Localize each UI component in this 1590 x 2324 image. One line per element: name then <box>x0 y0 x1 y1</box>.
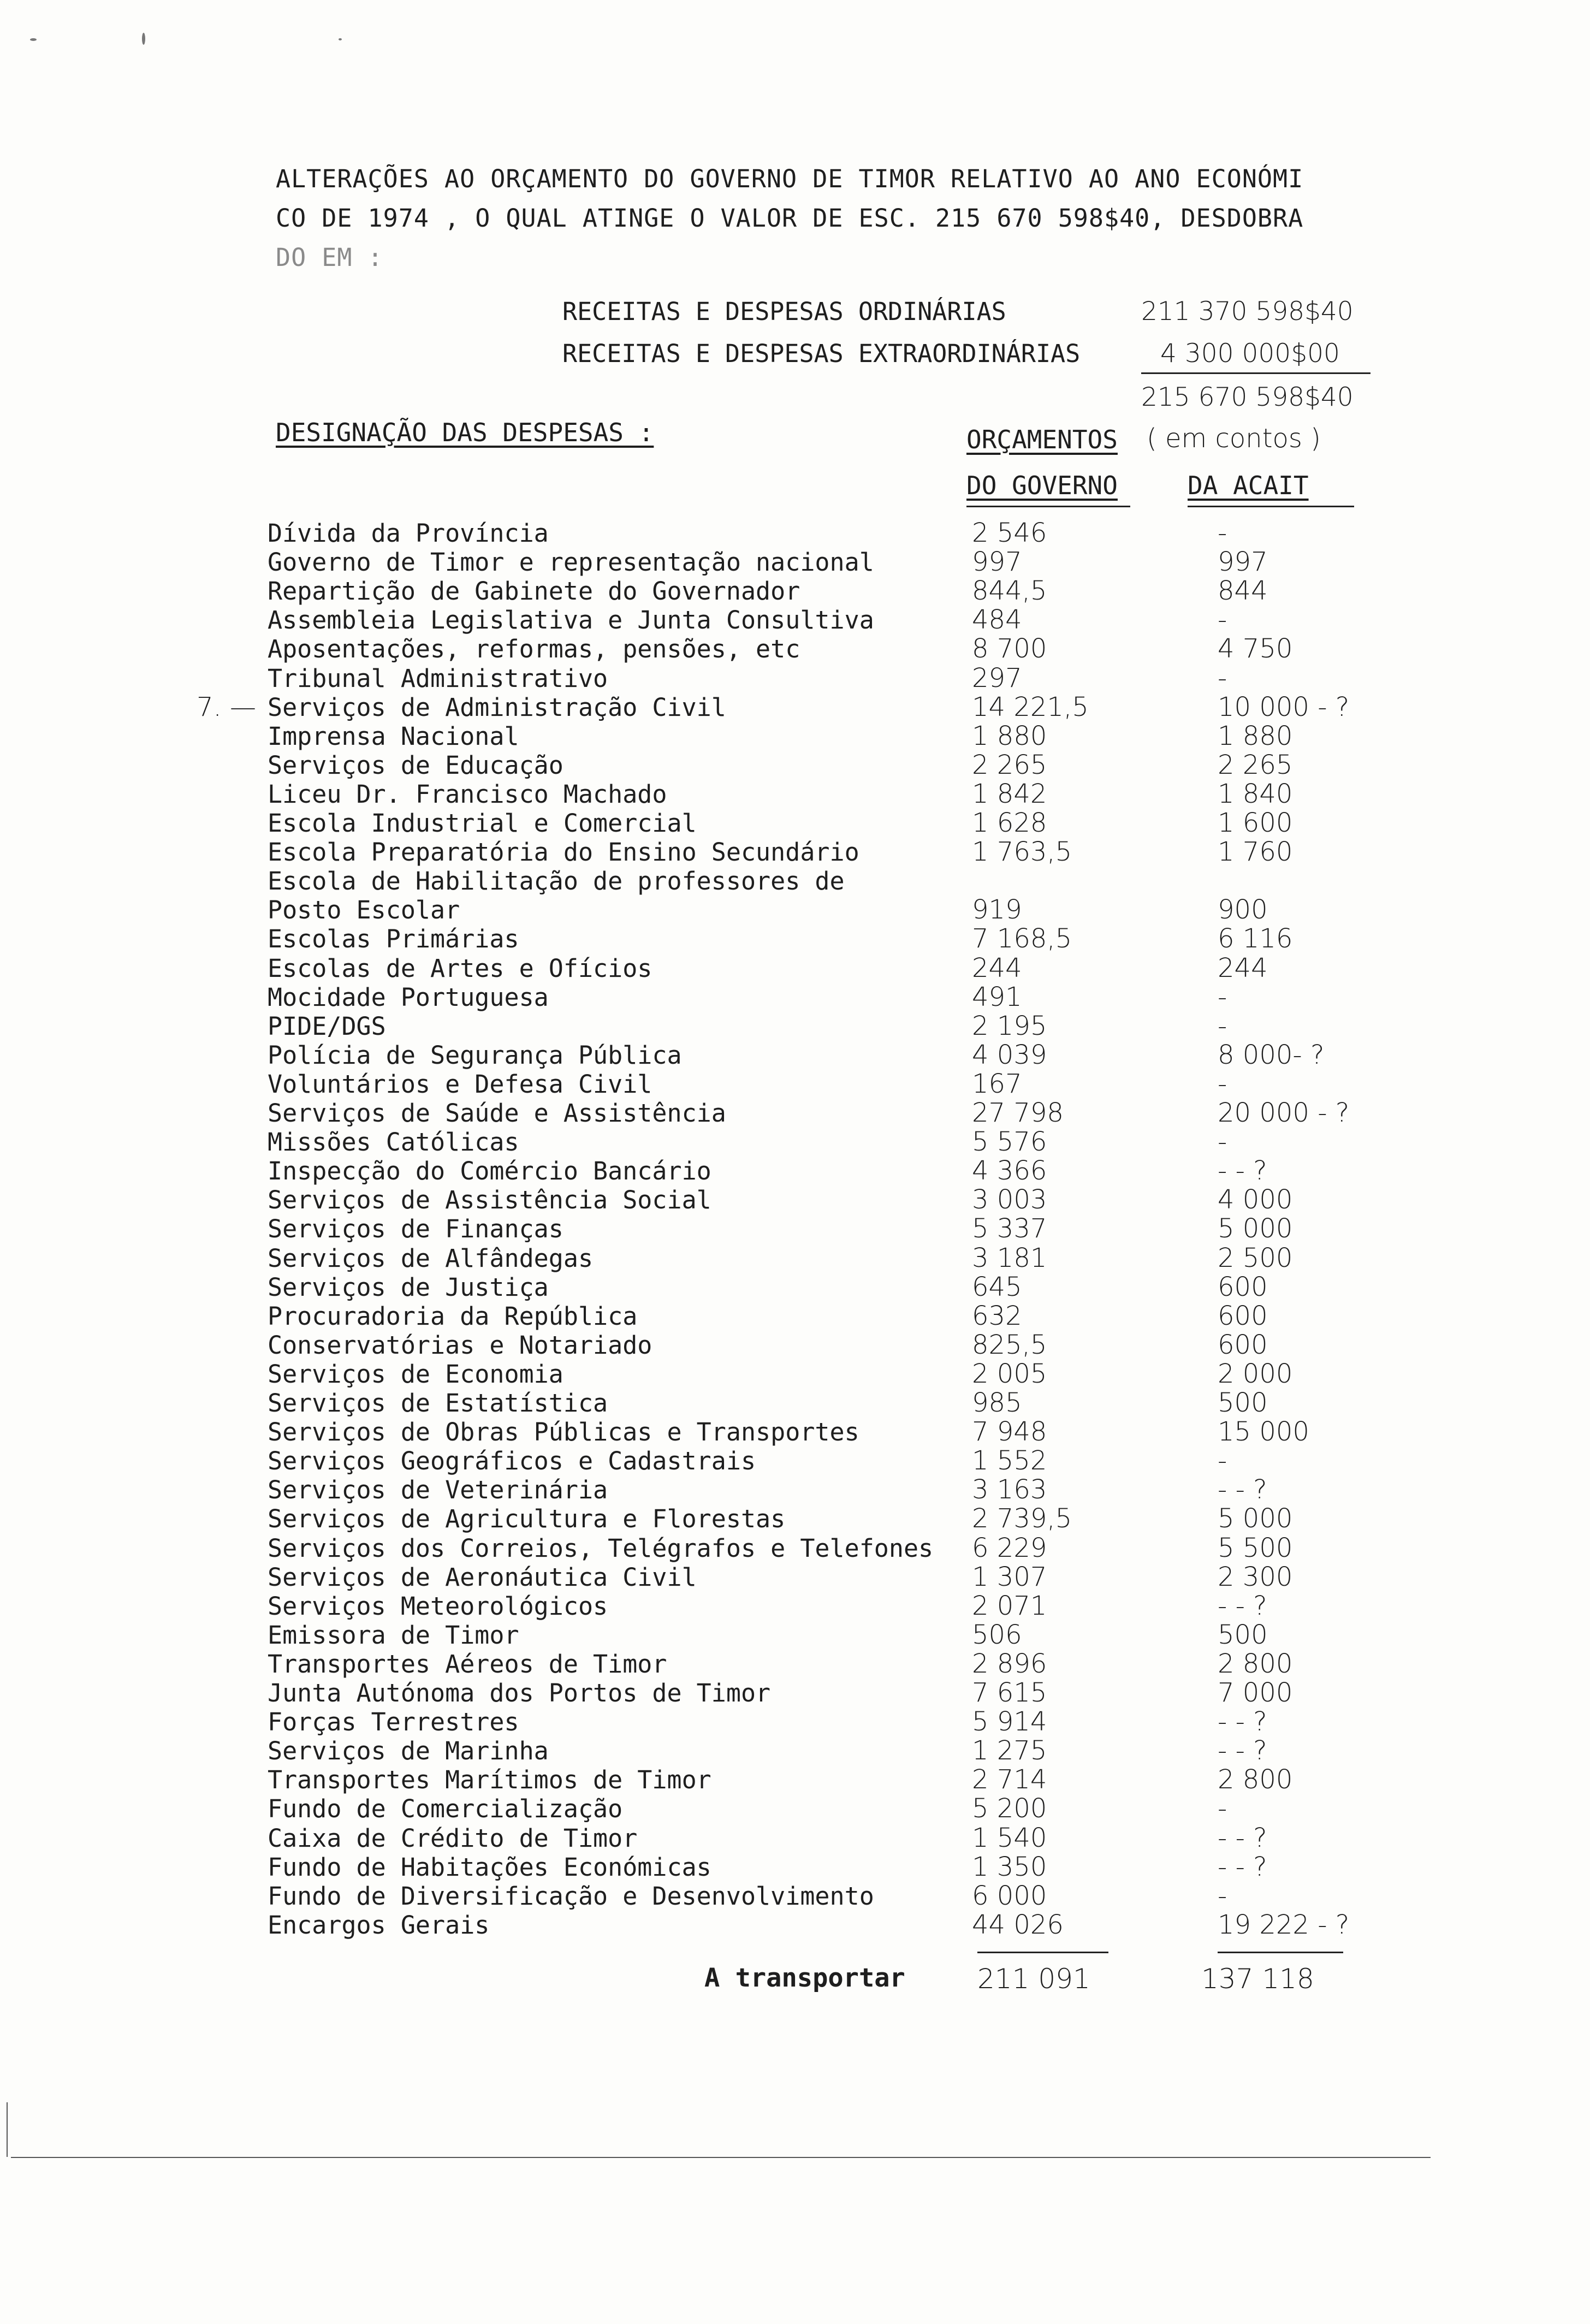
expense-label: Dívida da Província <box>268 519 549 548</box>
gov-budget-value: 1 763,5 <box>972 837 1072 868</box>
expense-label: Emissora de Timor <box>268 1620 519 1650</box>
acait-budget-value: - <box>1218 1880 1227 1911</box>
expense-label: Serviços de Obras Públicas e Transportes <box>268 1418 859 1447</box>
gov-budget-value: 1 540 <box>972 1822 1047 1853</box>
acait-budget-value: 1 880 <box>1218 720 1293 751</box>
table-row <box>0 1302 1590 1331</box>
expense-label: Missões Católicas <box>268 1128 519 1157</box>
scan-left-edge <box>7 2102 8 2157</box>
gov-budget-value: 5 914 <box>972 1706 1047 1738</box>
table-row <box>0 1360 1590 1389</box>
expense-label: Serviços dos Correios, Telégrafos e Telefones <box>268 1533 934 1563</box>
gov-budget-value: 2 005 <box>972 1358 1047 1389</box>
table-row <box>0 1882 1590 1911</box>
table-row <box>0 1128 1590 1157</box>
units-heading: ( em contos ) <box>1147 423 1321 454</box>
summary-extraordinary-value: 4 300 000$00 <box>1160 339 1340 369</box>
acait-budget-value: - - ? <box>1218 1822 1267 1853</box>
scan-bottom-edge <box>11 2157 1431 2158</box>
expense-label: Serviços de Finanças <box>268 1214 563 1244</box>
table-row <box>0 1070 1590 1099</box>
gov-budget-value: 6 000 <box>972 1880 1047 1911</box>
expense-label: Serviços de Alfândegas <box>268 1243 594 1273</box>
acait-budget-value: 8 000- ? <box>1218 1039 1325 1070</box>
gov-budget-value: 844,5 <box>972 576 1047 607</box>
table-row <box>0 896 1590 924</box>
expense-label: Junta Autónoma dos Portos de Timor <box>268 1679 771 1708</box>
summary-extraordinary-label: RECEITAS E DESPESAS EXTRAORDINÁRIAS <box>562 339 1081 368</box>
acait-budget-value: - - ? <box>1218 1155 1267 1187</box>
expense-label: Serviços de Aeronáutica Civil <box>268 1562 697 1592</box>
acait-budget-value: 5 000 <box>1218 1503 1293 1534</box>
gov-budget-value: 14 221,5 <box>972 691 1089 722</box>
expense-label: Serviços de Administração Civil <box>268 692 726 722</box>
expense-label: Liceu Dr. Francisco Machado <box>268 779 667 809</box>
carry-forward-acait-total: 137 118 <box>1201 1963 1314 1995</box>
expense-label: Assembleia Legislativa e Junta Consultiva <box>268 606 874 635</box>
acait-budget-value: - - ? <box>1218 1474 1267 1505</box>
expense-label: Caixa de Crédito de Timor <box>268 1823 638 1853</box>
acait-budget-value: 900 <box>1218 894 1268 926</box>
gov-budget-value: 491 <box>972 981 1022 1012</box>
expense-label: Serviços de Assistência Social <box>268 1185 711 1215</box>
expense-label: Fundo de Comercialização <box>268 1794 623 1824</box>
acait-budget-value: 1 600 <box>1218 808 1293 838</box>
expense-label: Mocidade Portuguesa <box>268 982 549 1012</box>
expense-label: Imprensa Nacional <box>268 721 519 751</box>
gov-budget-value: 632 <box>972 1300 1022 1331</box>
gov-budget-value: 985 <box>972 1388 1022 1418</box>
table-row <box>0 1592 1590 1621</box>
acait-budget-value: - <box>1218 1793 1227 1824</box>
table-row <box>0 1794 1590 1823</box>
acait-budget-value: 500 <box>1218 1388 1268 1418</box>
table-row <box>0 983 1590 1012</box>
budgets-heading: ORÇAMENTOS <box>966 425 1118 454</box>
acait-budget-value: 2 500 <box>1218 1242 1293 1273</box>
expense-label: PIDE/DGS <box>268 1011 386 1041</box>
acait-budget-value: - <box>1218 662 1227 693</box>
intro-line-3: DO EM : <box>276 243 383 272</box>
header-rule-gov <box>966 506 1130 507</box>
table-row <box>0 1273 1590 1302</box>
expense-label: Escolas de Artes e Ofícios <box>268 953 652 983</box>
gov-budget-value: 1 628 <box>972 808 1047 838</box>
acait-budget-value: - <box>1218 981 1227 1012</box>
table-row <box>0 924 1590 953</box>
gov-budget-value: 8 700 <box>972 633 1047 665</box>
expense-label: Serviços de Economia <box>268 1359 563 1389</box>
expense-label: Aposentações, reformas, pensões, etc <box>268 635 800 664</box>
acait-budget-value: 4 750 <box>1218 633 1293 665</box>
acait-budget-value: 844 <box>1218 576 1268 607</box>
expense-label: Transportes Aéreos de Timor <box>268 1649 667 1679</box>
acait-budget-value: 2 300 <box>1218 1561 1293 1592</box>
table-row <box>0 693 1590 722</box>
table-row <box>0 1504 1590 1533</box>
acait-budget-value: - <box>1218 1127 1227 1158</box>
carry-forward-label: A transportar <box>704 1963 905 1993</box>
expense-label: Escolas Primárias <box>268 924 519 954</box>
table-row <box>0 1214 1590 1243</box>
expense-label: Repartição de Gabinete do Governador <box>268 577 800 606</box>
table-row <box>0 1157 1590 1185</box>
acait-budget-value: 600 <box>1218 1329 1268 1360</box>
acait-budget-value: 997 <box>1218 547 1268 578</box>
expense-label: Inspecção do Comércio Bancário <box>268 1157 711 1186</box>
expense-label: Escola Preparatória do Ensino Secundário <box>268 838 859 867</box>
table-row <box>0 1650 1590 1679</box>
gov-budget-value: 2 195 <box>972 1010 1047 1041</box>
expense-label: Procuradoria da República <box>268 1301 638 1331</box>
expense-label: Escola de Habilitação de professores de <box>268 867 845 896</box>
expense-label: Tribunal Administrativo <box>268 663 608 693</box>
scan-speck <box>142 33 145 45</box>
acait-budget-value: - <box>1218 1445 1227 1477</box>
gov-budget-value: 506 <box>972 1619 1022 1650</box>
expense-label: Posto Escolar <box>268 896 460 925</box>
acait-budget-value: - - ? <box>1218 1851 1267 1882</box>
gov-budget-value: 167 <box>972 1068 1022 1099</box>
expense-label: Serviços de Educação <box>268 750 563 780</box>
gov-budget-value: 5 337 <box>972 1213 1047 1244</box>
table-row <box>0 635 1590 663</box>
expense-label: Conservatórias e Notariado <box>268 1330 652 1360</box>
expense-label: Voluntários e Defesa Civil <box>268 1069 652 1099</box>
expense-label: Transportes Marítimos de Timor <box>268 1765 711 1795</box>
carry-forward-gov-total: 211 091 <box>977 1963 1090 1995</box>
intro-line-2: CO DE 1974 , O QUAL ATINGE O VALOR DE ESC. 215 670 598$40, DESDOBRA <box>276 204 1304 233</box>
acait-budget-value: 2 800 <box>1218 1648 1293 1679</box>
summary-ordinary-value: 211 370 598$40 <box>1141 297 1354 327</box>
acait-budget-value: 10 000 - ? <box>1218 691 1350 722</box>
expense-label: Serviços de Veterinária <box>268 1475 608 1505</box>
gov-budget-value: 3 163 <box>972 1474 1047 1505</box>
expense-label: Fundo de Diversificação e Desenvolvimento <box>268 1881 874 1911</box>
table-row <box>0 809 1590 838</box>
acait-budget-value: 2 265 <box>1218 749 1293 780</box>
acait-budget-value: 1 760 <box>1218 837 1293 868</box>
table-row <box>0 1331 1590 1360</box>
acait-budget-value: 5 000 <box>1218 1213 1293 1244</box>
table-row <box>0 1534 1590 1563</box>
gov-budget-value: 7 948 <box>972 1416 1047 1448</box>
expense-label: Serviços Meteorológicos <box>268 1591 608 1621</box>
gov-budget-value: 1 307 <box>972 1561 1047 1592</box>
table-row <box>0 1099 1590 1128</box>
gov-budget-value: 297 <box>972 662 1022 693</box>
table-row <box>0 954 1590 983</box>
column-acait-heading: DA ACAIT <box>1188 471 1309 500</box>
table-row <box>0 751 1590 780</box>
column-gov-heading: DO GOVERNO <box>966 471 1118 500</box>
expense-label: Governo de Timor e representação nacional <box>268 548 874 577</box>
acait-budget-value: 20 000 - ? <box>1218 1098 1350 1128</box>
gov-budget-value: 3 003 <box>972 1184 1047 1216</box>
acait-budget-value: - <box>1218 1068 1227 1099</box>
expense-label: Serviços de Estatística <box>268 1389 608 1418</box>
acait-budget-value: - - ? <box>1218 1706 1267 1738</box>
margin-annotation: 7. — <box>197 691 257 722</box>
table-row <box>0 1621 1590 1650</box>
expense-label: Fundo de Habitações Económicas <box>268 1852 711 1882</box>
gov-budget-value: 3 181 <box>972 1242 1047 1273</box>
gov-budget-value: 997 <box>972 547 1022 578</box>
summary-total: 215 670 598$40 <box>1141 382 1354 412</box>
acait-budget-value: 5 500 <box>1218 1532 1293 1563</box>
gov-budget-value: 2 739,5 <box>972 1503 1072 1534</box>
acait-budget-value: 19 222 - ? <box>1218 1909 1350 1940</box>
gov-budget-value: 919 <box>972 894 1022 926</box>
header-rule-acait <box>1188 506 1354 507</box>
acait-budget-value: 244 <box>1218 952 1268 983</box>
acait-budget-value: - <box>1218 518 1227 548</box>
acait-budget-value: 600 <box>1218 1271 1268 1302</box>
intro-line-1: ALTERAÇÕES AO ORÇAMENTO DO GOVERNO DE TIMOR RELATIVO AO ANO ECONÓMI <box>276 164 1304 193</box>
acait-budget-value: 600 <box>1218 1300 1268 1331</box>
gov-budget-value: 2 265 <box>972 749 1047 780</box>
scan-speck <box>30 38 37 41</box>
table-row <box>0 1824 1590 1853</box>
gov-budget-value: 1 880 <box>972 720 1047 751</box>
gov-budget-value: 7 615 <box>972 1677 1047 1708</box>
gov-budget-value: 244 <box>972 952 1022 983</box>
summary-ordinary-label: RECEITAS E DESPESAS ORDINÁRIAS <box>562 297 1006 326</box>
expense-label: Serviços de Justiça <box>268 1272 549 1302</box>
table-row <box>0 722 1590 751</box>
total-rule-acait <box>1218 1952 1343 1953</box>
table-row <box>0 1012 1590 1041</box>
gov-budget-value: 2 714 <box>972 1764 1047 1795</box>
table-row <box>0 1563 1590 1592</box>
table-row <box>0 664 1590 693</box>
acait-budget-value: 500 <box>1218 1619 1268 1650</box>
table-row <box>0 1185 1590 1214</box>
expense-label: Serviços Geográficos e Cadastrais <box>268 1446 756 1476</box>
gov-budget-value: 5 576 <box>972 1127 1047 1158</box>
expense-label: Polícia de Segurança Pública <box>268 1040 682 1070</box>
gov-budget-value: 2 546 <box>972 518 1047 548</box>
table-row <box>0 577 1590 606</box>
gov-budget-value: 2 071 <box>972 1590 1047 1621</box>
gov-budget-value: 7 168,5 <box>972 923 1072 954</box>
gov-budget-value: 1 552 <box>972 1445 1047 1477</box>
table-row <box>0 548 1590 577</box>
expense-label: Encargos Gerais <box>268 1910 490 1940</box>
gov-budget-value: 1 275 <box>972 1735 1047 1766</box>
acait-budget-value: - <box>1218 1010 1227 1041</box>
table-row <box>0 519 1590 548</box>
gov-budget-value: 1 350 <box>972 1851 1047 1882</box>
acait-budget-value: 6 116 <box>1218 923 1293 954</box>
scan-speck <box>339 38 342 40</box>
acait-budget-value: - - ? <box>1218 1590 1267 1621</box>
expense-label: Serviços de Saúde e Assistência <box>268 1099 726 1128</box>
designation-heading: DESIGNAÇÃO DAS DESPESAS : <box>276 418 654 447</box>
table-row <box>0 1041 1590 1070</box>
gov-budget-value: 4 039 <box>972 1039 1047 1070</box>
expense-label: Escola Industrial e Comercial <box>268 809 697 838</box>
total-rule-gov <box>977 1952 1108 1953</box>
table-row <box>0 780 1590 809</box>
gov-budget-value: 4 366 <box>972 1155 1047 1187</box>
acait-budget-value: 7 000 <box>1218 1677 1293 1708</box>
table-row <box>0 1853 1590 1882</box>
table-row <box>0 1418 1590 1446</box>
table-row <box>0 1911 1590 1940</box>
summary-rule <box>1141 372 1371 374</box>
table-row <box>0 867 1590 896</box>
gov-budget-value: 5 200 <box>972 1793 1047 1824</box>
table-row <box>0 1446 1590 1475</box>
gov-budget-value: 825,5 <box>972 1329 1047 1360</box>
acait-budget-value: 2 800 <box>1218 1764 1293 1795</box>
table-row <box>0 1244 1590 1273</box>
gov-budget-value: 1 842 <box>972 778 1047 809</box>
acait-budget-value: 1 840 <box>1218 778 1293 809</box>
expense-label: Serviços de Agricultura e Florestas <box>268 1504 786 1534</box>
acait-budget-value: - <box>1218 604 1227 636</box>
table-row <box>0 606 1590 635</box>
table-row <box>0 1708 1590 1736</box>
gov-budget-value: 27 798 <box>972 1098 1064 1128</box>
acait-budget-value: 15 000 <box>1218 1416 1309 1448</box>
table-row <box>0 1679 1590 1708</box>
table-row <box>0 1765 1590 1794</box>
gov-budget-value: 6 229 <box>972 1532 1047 1563</box>
expense-label: Serviços de Marinha <box>268 1736 549 1766</box>
gov-budget-value: 645 <box>972 1271 1022 1302</box>
table-row <box>0 1389 1590 1418</box>
table-row <box>0 1736 1590 1765</box>
acait-budget-value: 4 000 <box>1218 1184 1293 1216</box>
expense-label: Forças Terrestres <box>268 1708 519 1737</box>
acait-budget-value: 2 000 <box>1218 1358 1293 1389</box>
gov-budget-value: 484 <box>972 604 1022 636</box>
table-row <box>0 1475 1590 1504</box>
acait-budget-value: - - ? <box>1218 1735 1267 1766</box>
gov-budget-value: 44 026 <box>972 1909 1064 1940</box>
table-row <box>0 838 1590 867</box>
gov-budget-value: 2 896 <box>972 1648 1047 1679</box>
